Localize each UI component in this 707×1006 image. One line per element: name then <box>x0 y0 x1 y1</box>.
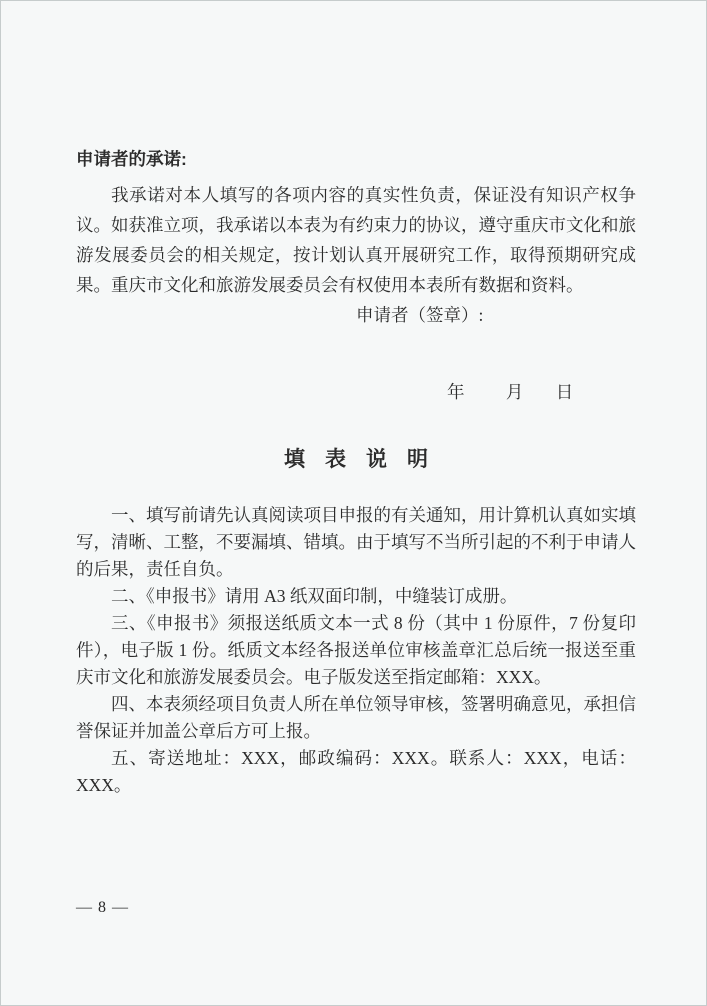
instruction-item-2: 二、《申报书》请用 A3 纸双面印制，中缝装订成册。 <box>111 586 518 606</box>
page-number: — 8 — <box>76 899 129 916</box>
page-content <box>76 149 636 799</box>
signature-label: 申请者（签章）: <box>356 305 484 325</box>
month-label: 月 <box>505 382 524 402</box>
commitment-heading: 申请者的承诺: <box>76 149 187 169</box>
instruction-item-1: 一、填写前请先认真阅读项目申报的有关通知，用计算机认真如实填写，清晰、工整，不要漏填、错填。由于填写不当所引起的不利于申请人的后果，责任自负。 <box>76 505 636 579</box>
instruction-item-3: 三、《申报书》须报送纸质文本一式 8 份（其中 1 份原件，7 份复印件），电子版 1 份。纸质文本经各报送单位审核盖章汇总后统一报送至重庆市文化和旅游发展委员会。电子版发送至指定邮箱：XXX。 <box>76 613 636 687</box>
date-line <box>447 382 636 402</box>
instructions-heading: 填表说明 <box>284 448 448 471</box>
instruction-item-4: 四、本表须经项目负责人所在单位领导审核，签署明确意见，承担信誉保证并加盖公章后方可上报。 <box>76 694 636 741</box>
day-label: 日 <box>555 382 574 402</box>
year-label: 年 <box>447 382 465 402</box>
instructions-list <box>76 502 636 799</box>
instruction-item-5: 五、寄送地址：XXX，邮政编码：XXX。联系人：XXX，电话：XXX。 <box>76 748 636 795</box>
commitment-body: 我承诺对本人填写的各项内容的真实性负责，保证没有知识产权争议。如获准立项，我承诺以本表为有约束力的协议，遵守重庆市文化和旅游发展委员会的相关规定，按计划认真开展研究工作，取得预期研究成果。重庆市文化和旅游发展委员会有权使用本表所有数据和资料。 <box>76 185 636 295</box>
